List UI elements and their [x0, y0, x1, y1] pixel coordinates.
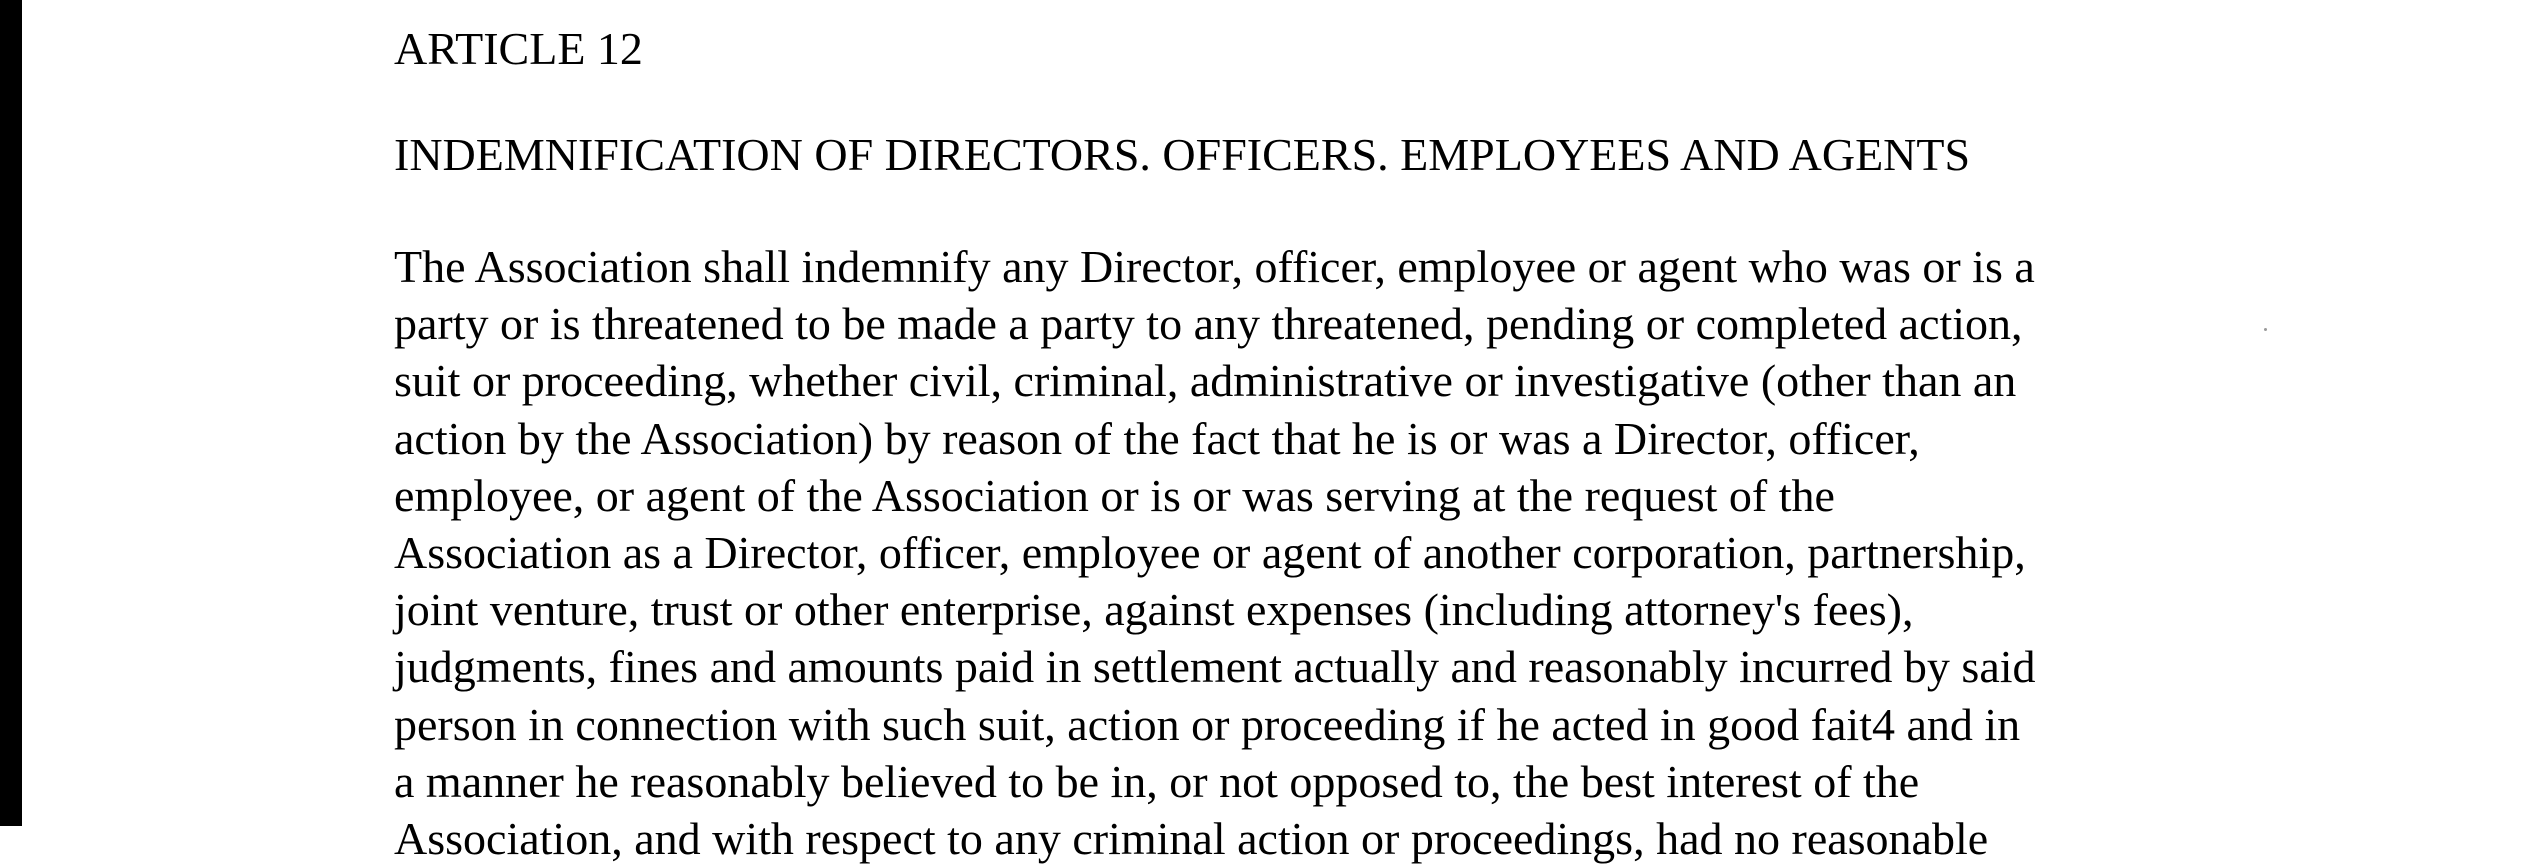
scan-border [0, 0, 22, 826]
article-number: ARTICLE 12 [394, 23, 643, 74]
body-line: suit or proceeding, whether civil, criminal, administrative or investigative (other than an [394, 355, 2017, 407]
body-line: person in connection with such suit, action or proceeding if he acted in good fait4 and in [394, 698, 2021, 750]
body-paragraph [394, 238, 2036, 867]
article-heading: INDEMNIFICATION OF DIRECTORS. OFFICERS. EMPLOYEES AND AGENTS [394, 129, 1971, 180]
body-line: Association, and with respect to any criminal action or proceedings, had no reasonable [394, 813, 1989, 865]
body-line: action by the Association) by reason of the fact that he is or was a Director, officer, [394, 412, 1920, 464]
scan-speck [2264, 328, 2267, 331]
body-line: judgments, fines and amounts paid in settlement actually and reasonably incurred by said [394, 641, 2036, 693]
body-line: The Association shall indemnify any Director, officer, employee or agent who was or is a [394, 241, 2035, 292]
body-line: a manner he reasonably believed to be in, or not opposed to, the best interest of the [394, 755, 1920, 807]
body-line: employee, or agent of the Association or is or was serving at the request of the [394, 469, 1835, 521]
body-line: party or is threatened to be made a party to any threatened, pending or completed action, [394, 298, 2023, 350]
body-line: joint venture, trust or other enterprise, against expenses (including attorney's fees), [394, 584, 1914, 636]
body-line: Association as a Director, officer, employee or agent of another corporation, partnership, [394, 527, 2026, 579]
